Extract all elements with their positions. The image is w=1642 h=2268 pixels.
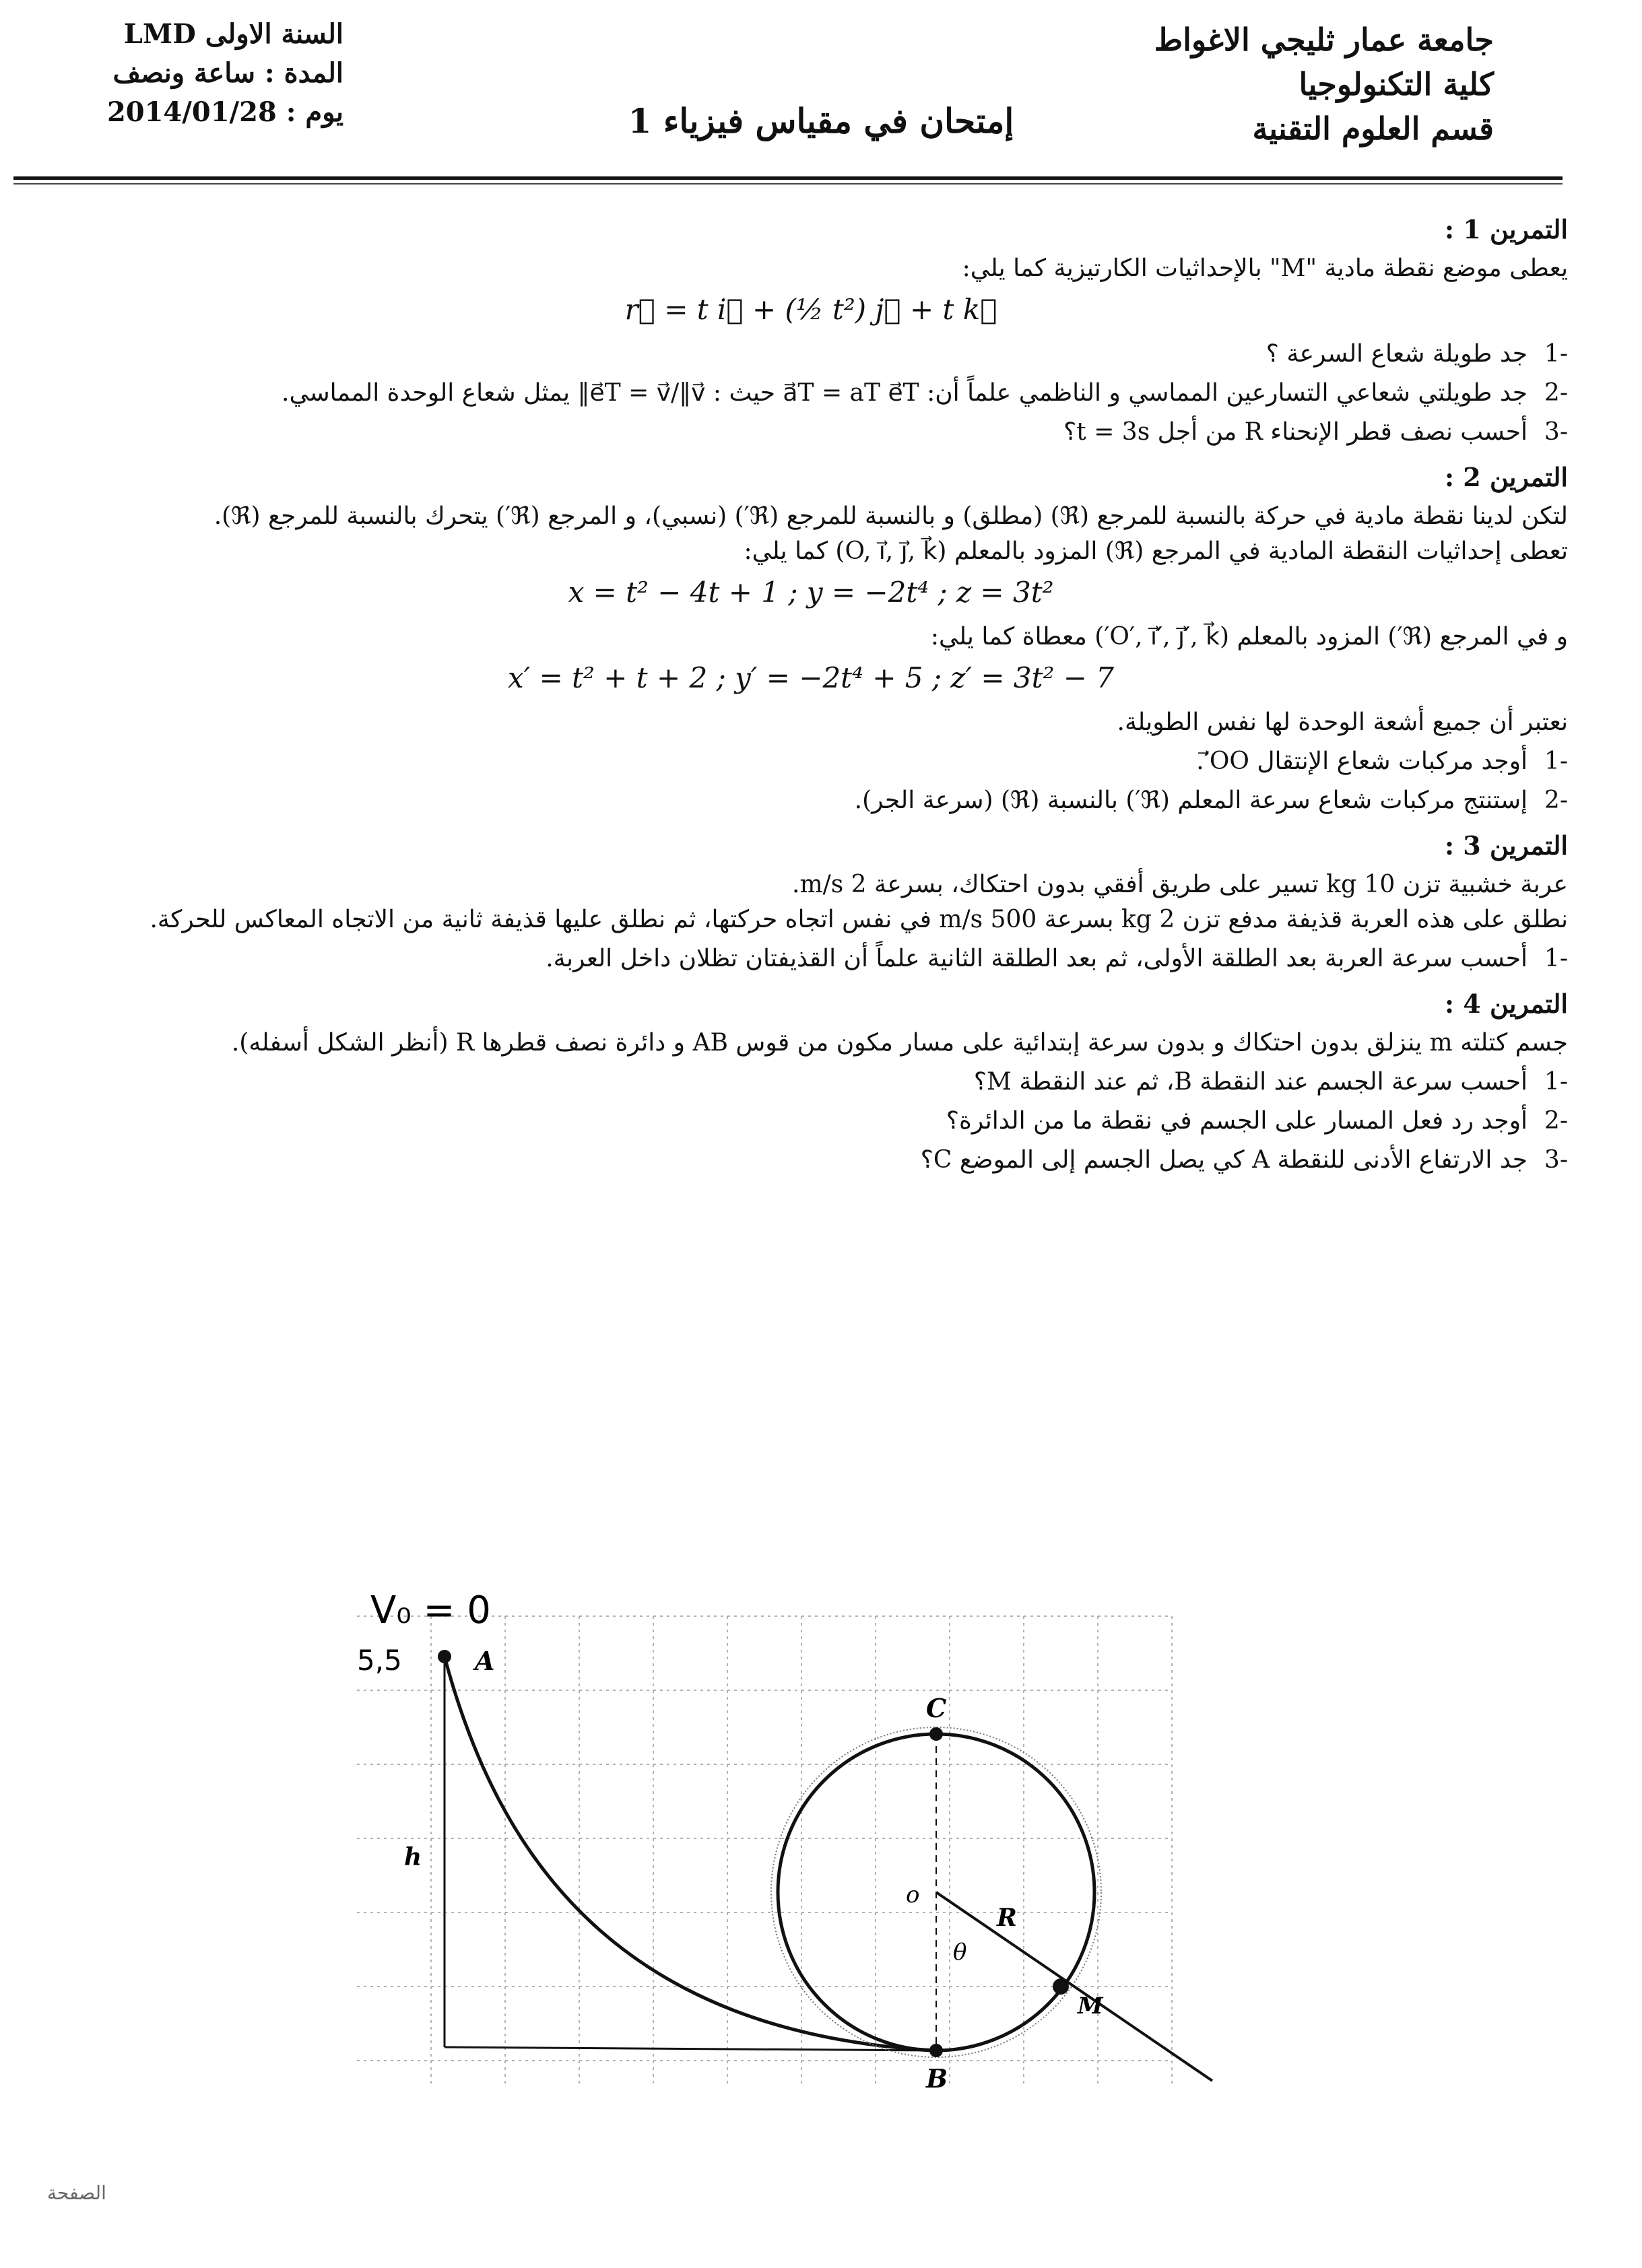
- item-number: -2: [1544, 787, 1568, 814]
- ex1-equation: r⃗ = t i⃗ + (½ t²) j⃗ + t k⃗: [624, 293, 997, 326]
- ex4-q1: [54, 1065, 1568, 1100]
- item-number: -1: [1544, 945, 1568, 972]
- ex2-q2: [54, 783, 1568, 818]
- fig-label-a: A: [475, 1646, 495, 1676]
- item-number: -1: [1544, 747, 1568, 775]
- ex3-line1: عربة خشبية تزن 10 kg تسير على طريق أفقي بدون احتكاك، بسرعة 2 m/s.: [792, 871, 1568, 898]
- ex4-q3-text: جد الارتفاع الأدنى للنقطة A كي يصل الجسم إلى الموضع C؟: [920, 1146, 1528, 1174]
- ex2-eq1: x = t² − 4t + 1 ; y = −2t⁴ ; z = 3t²: [568, 576, 1054, 609]
- fig-label-h: h: [404, 1843, 422, 1871]
- exam-title: إمتحان في مقياس فيزياء 1: [628, 101, 1014, 141]
- arc-ab: [445, 1657, 936, 2050]
- ex1-q1: [54, 337, 1568, 372]
- ex3-q1: [54, 941, 1568, 976]
- ex1-q2-text: جد طويلتي شعاعي التسارعين المماسي و الناظمي علماً أن: a⃗T = aT e⃗T حيث : e⃗T = v⃗/‖v⃗‖ يمثل شعاع الوحدة المماسي.: [282, 379, 1528, 407]
- ex3-q1-text: أحسب سرعة العربة بعد الطلقة الأولى، ثم بعد الطلقة الثانية علماً أن القذيفتان تظلان داخل العربة.: [546, 945, 1528, 972]
- ex4-q2: [54, 1104, 1568, 1139]
- item-number: -3: [1544, 418, 1568, 446]
- ex1-q2: [54, 376, 1568, 411]
- item-number: -1: [1544, 1068, 1568, 1096]
- ex1-q3-text: أحسب نصف قطر الإنحناء R من أجل t = 3s؟: [1063, 418, 1528, 446]
- header-department: قسم العلوم التقنية: [1252, 110, 1494, 147]
- header-divider-thin: [13, 183, 1563, 185]
- ground-line: [445, 2047, 936, 2050]
- ex4-q3: [54, 1143, 1568, 1178]
- ex2-line4: نعتبر أن جميع أشعة الوحدة لها نفس الطويلة.: [1117, 708, 1568, 736]
- fig-label-theta: θ: [953, 1939, 967, 1966]
- ex1-q1-text: جد طويلة شعاع السرعة ؟: [1266, 340, 1528, 368]
- item-number: -1: [1544, 340, 1568, 368]
- ex2-line2: تعطى إحداثيات النقطة المادية في المرجع (ℜ) المزود بالمعلم (O, i⃗, j⃗, k⃗) كما يلي:: [744, 537, 1568, 565]
- ex1-intro: يعطى موضع نقطة مادية "M" بالإحداثيات الكارتيزية كما يلي:: [962, 255, 1568, 282]
- item-number: -2: [1544, 379, 1568, 407]
- header-divider: [13, 176, 1563, 180]
- ex4-title: التمرين 4 :: [1445, 989, 1568, 1019]
- ex3-line2: نطلق على هذه العربة قذيفة مدفع تزن 2 kg بسرعة 500 m/s في نفس اتجاه حركتها، ثم نطلق عليها قذيفة ثانية من الاتجاه المعاكس للحركة.: [150, 906, 1568, 933]
- fig-label-o: o: [906, 1881, 920, 1908]
- point-c: [929, 1727, 943, 1741]
- fig-label-m: M: [1078, 1993, 1103, 2020]
- ex2-title: التمرين 2 :: [1445, 462, 1568, 492]
- header-duration: المدة : ساعة ونصف: [112, 57, 343, 89]
- fig-label-b: B: [926, 2063, 948, 2094]
- ex3-title: التمرين 3 :: [1445, 830, 1568, 861]
- header-university: جامعة عمار ثليجي الاغواط: [1154, 22, 1494, 58]
- ex2-intro: لتكن لدينا نقطة مادية في حركة بالنسبة للمرجع (ℜ) (مطلق) و بالنسبة للمرجع (ℜ′) (نسبي)، و المرجع (ℜ′) يتحرك بالنسبة للمرجع (ℜ).: [214, 502, 1568, 530]
- fig-h-value: 5,5: [357, 1644, 402, 1677]
- item-number: -2: [1544, 1107, 1568, 1135]
- ex2-q1: [54, 744, 1568, 779]
- ex4-q1-text: أحسب سرعة الجسم عند النقطة B، ثم عند النقطة M؟: [973, 1068, 1528, 1096]
- ex2-eq2: x′ = t² + t + 2 ; y′ = −2t⁴ + 5 ; z′ = 3t² − 7: [508, 661, 1114, 694]
- page-footer: الصفحة: [47, 2182, 106, 2204]
- point-m: [1053, 1978, 1069, 1995]
- ex4-intro: جسم كتلته m ينزلق بدون احتكاك و بدون سرعة إبتدائية على مسار مكون من قوس AB و دائرة نصف قطرها R (أنظر الشكل أسفله).: [231, 1029, 1568, 1057]
- ex1-q3: [54, 415, 1568, 450]
- ex1-title: التمرين 1 :: [1445, 214, 1568, 244]
- point-a: [438, 1650, 451, 1663]
- grid: [357, 1616, 1172, 2088]
- ex2-q1-text: أوجد مركبات شعاع الإنتقال OO′⃗.: [1196, 747, 1528, 775]
- ex4-q2-text: أوجد رد فعل المسار على الجسم في نقطة ما من الدائرة؟: [946, 1107, 1528, 1135]
- header-level: السنة الاولى LMD: [123, 18, 343, 50]
- fig-label-c: C: [926, 1693, 947, 1723]
- header-faculty: كلية التكنولوجيا: [1299, 66, 1494, 102]
- ex2-line3: و في المرجع (ℜ′) المزود بالمعلم (O′, i⃗′, j⃗′, k⃗′) معطاة كما يلي:: [930, 623, 1568, 651]
- exam-content: [54, 202, 1568, 1182]
- header-date: يوم : 2014/01/28: [106, 96, 343, 128]
- point-b: [929, 2044, 943, 2057]
- fig-label-r: R: [997, 1904, 1017, 1932]
- fig-v0: V₀ = 0: [370, 1589, 491, 1632]
- ex2-q2-text: إستنتج مركبات شعاع سرعة المعلم (ℜ′) بالنسبة (ℜ) (سرعة الجر).: [854, 787, 1528, 814]
- track-figure: [296, 1549, 1253, 2101]
- item-number: -3: [1544, 1146, 1568, 1174]
